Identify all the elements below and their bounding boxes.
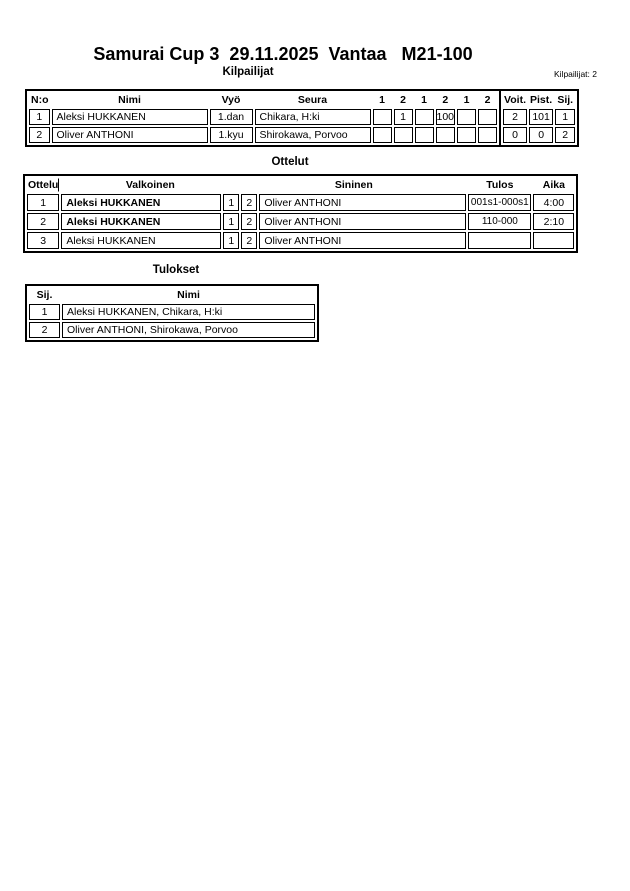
cell-white-competitor: Aleksi HUKKANEN: [61, 213, 221, 230]
cell-round-score: [373, 127, 392, 143]
col-header-valkoinen: Valkoinen: [125, 179, 175, 191]
cell-result: 001s1-000s1: [468, 194, 531, 211]
col-header-nimi: Nimi: [177, 289, 200, 301]
col-header-seura: Seura: [297, 94, 328, 106]
table-row: [503, 109, 575, 125]
cell-voit: 2: [503, 109, 527, 125]
cell-round-score: [415, 109, 434, 125]
cell-match-number: 2: [27, 213, 59, 230]
cell-place: 2: [29, 322, 60, 338]
competitors-table: [25, 89, 499, 147]
matches-table: [23, 174, 578, 253]
col-header-round-4: 2: [442, 94, 449, 106]
cell-round-score: [457, 109, 476, 125]
table-row: [29, 109, 497, 125]
cell-voit: 0: [503, 127, 527, 143]
competitors-header-row: [29, 93, 497, 107]
cell-place: 1: [29, 304, 60, 320]
cell-round-score: [478, 109, 497, 125]
cell-result: 110-000: [468, 213, 531, 230]
cell-no: 2: [29, 127, 50, 143]
col-header-vyo: Vyö: [221, 94, 241, 106]
cell-pist: 0: [529, 127, 553, 143]
cell-round-score: [478, 127, 497, 143]
col-header-round-1: 1: [379, 94, 385, 106]
col-header-tulos: Tulos: [486, 179, 514, 191]
col-header-pist: Pist.: [530, 94, 553, 106]
cell-blue-number: 2: [241, 194, 257, 211]
table-row: [27, 213, 574, 230]
col-header-aika: Aika: [542, 179, 565, 191]
cell-round-score: 100: [436, 111, 455, 123]
cell-round-score: [436, 127, 456, 143]
cell-vyo: 1.kyu: [210, 127, 253, 143]
page-title: Samurai Cup 3 29.11.2025 Vantaa M21-100: [93, 44, 473, 64]
matches-section-title: Ottelut: [271, 156, 309, 168]
competitor-count: Kilpailijat: 2: [554, 69, 597, 79]
table-row: [29, 127, 497, 143]
cell-white-competitor: Aleksi HUKKANEN: [61, 194, 221, 211]
table-row: [27, 194, 574, 211]
cell-time: 4:00: [533, 194, 574, 211]
competitors-section-title: Kilpailijat: [222, 66, 274, 78]
cell-nimi: Aleksi HUKKANEN: [52, 109, 208, 125]
cell-white-number: 1: [223, 213, 239, 230]
summary-header-row: [503, 93, 575, 107]
cell-white-number: 1: [223, 194, 239, 211]
col-header-round-6: 2: [484, 94, 491, 106]
col-header-voit: Voit.: [504, 94, 527, 106]
cell-white-number: 1: [223, 232, 239, 249]
cell-time: [533, 232, 574, 249]
col-header-nimi: Nimi: [118, 94, 141, 106]
cell-nimi: Oliver ANTHONI: [52, 127, 208, 143]
cell-match-number: 1: [27, 194, 59, 211]
col-header-round-5: 1: [463, 94, 470, 106]
cell-round-score: [394, 127, 413, 143]
cell-sij: 1: [555, 109, 575, 125]
competitors-summary-table: [499, 89, 579, 147]
cell-round-score: [457, 127, 476, 143]
col-header-round-3: 1: [421, 94, 427, 106]
col-header-no: N:o: [31, 94, 49, 106]
cell-sij: 2: [555, 127, 575, 143]
cell-match-number: 3: [27, 232, 59, 249]
cell-competitor: Aleksi HUKKANEN, Chikara, H:ki: [62, 304, 315, 320]
results-section-title: Tulokset: [152, 264, 200, 276]
col-header-ottelu: Ottelu: [28, 179, 59, 191]
cell-time: 2:10: [533, 213, 574, 230]
col-header-sij: Sij.: [36, 289, 53, 301]
cell-blue-number: 2: [241, 213, 257, 230]
cell-result: [468, 232, 531, 249]
cell-competitor: Oliver ANTHONI, Shirokawa, Porvoo: [62, 322, 315, 338]
table-row: [27, 232, 574, 249]
table-row: [29, 322, 315, 338]
results-header-row: [29, 288, 315, 302]
cell-vyo: 1.dan: [210, 109, 253, 125]
cell-no: 1: [29, 109, 50, 125]
cell-round-score: [415, 127, 434, 143]
cell-seura: Chikara, H:ki: [255, 109, 371, 125]
cell-seura: Shirokawa, Porvoo: [255, 127, 371, 143]
matches-header-row: [27, 178, 574, 192]
cell-blue-number: 2: [241, 232, 257, 249]
cell-pist: 101: [529, 109, 553, 125]
table-row: [503, 127, 575, 143]
col-header-round-2: 2: [400, 94, 406, 106]
cell-blue-competitor: Oliver ANTHONI: [259, 194, 466, 211]
competitors-table-group: [25, 89, 579, 147]
cell-white-competitor: Aleksi HUKKANEN: [61, 232, 221, 249]
table-row: [29, 304, 315, 320]
cell-round-score: [373, 109, 392, 125]
results-table: [25, 284, 319, 342]
col-header-sij: Sij.: [557, 94, 574, 106]
cell-blue-competitor: Oliver ANTHONI: [259, 232, 466, 249]
col-header-sininen: Sininen: [334, 179, 373, 191]
cell-blue-competitor: Oliver ANTHONI: [259, 213, 466, 230]
cell-round-score: 1: [394, 109, 413, 125]
